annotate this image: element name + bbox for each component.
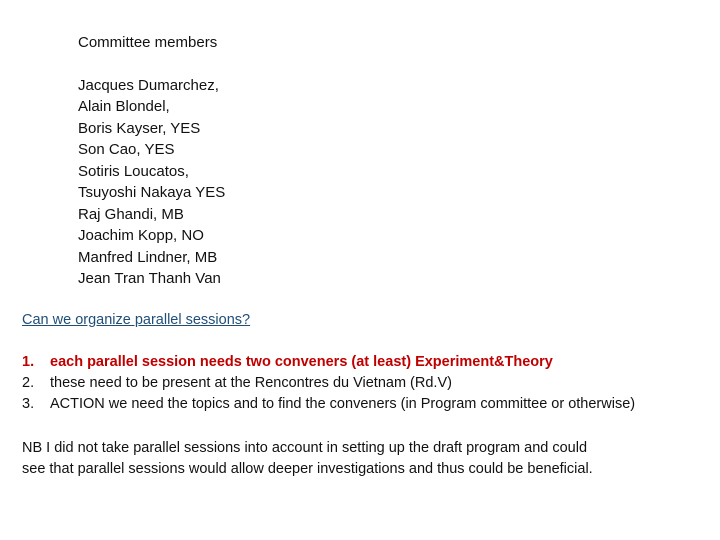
action-item xyxy=(22,352,635,373)
committee-member: Raj Ghandi, MB xyxy=(78,205,184,223)
committee-member: Jacques Dumarchez, xyxy=(78,76,219,94)
item-number: 2. xyxy=(22,375,35,391)
committee-member: Joachim Kopp, NO xyxy=(78,227,204,244)
committee-member: Manfred Lindner, MB xyxy=(78,248,218,266)
note-line: see that parallel sessions would allow deeper investigations and thus could be beneficial. xyxy=(22,461,593,477)
committee-member: Son Cao, YES xyxy=(78,141,175,158)
item-number: 3. xyxy=(22,396,35,412)
committee-member: Tsuyoshi Nakaya YES xyxy=(78,184,226,201)
committee-heading: Committee members xyxy=(78,34,218,51)
action-item xyxy=(22,373,635,394)
action-item xyxy=(22,394,635,415)
committee-section xyxy=(78,32,225,290)
action-item-list xyxy=(22,352,635,415)
committee-member: Alain Blondel, xyxy=(78,98,170,115)
item-text: each parallel session needs two conveners (at least) Experiment&Theory xyxy=(50,354,553,370)
item-text: these need to be present at the Rencontres du Vietnam (Rd.V) xyxy=(50,375,452,391)
item-number: 1. xyxy=(22,354,35,370)
item-text: ACTION we need the topics and to find the conveners (in Program committee or otherwise) xyxy=(50,396,636,412)
note-paragraph xyxy=(22,438,593,480)
committee-member-list xyxy=(78,75,225,290)
committee-member: Jean Tran Thanh Van xyxy=(78,270,221,287)
committee-member: Sotiris Loucatos, xyxy=(78,162,189,180)
note-line: NB I did not take parallel sessions into account in setting up the draft program and could xyxy=(22,440,588,456)
parallel-sessions-question: Can we organize parallel sessions? xyxy=(22,312,251,328)
committee-member: Boris Kayser, YES xyxy=(78,119,201,137)
